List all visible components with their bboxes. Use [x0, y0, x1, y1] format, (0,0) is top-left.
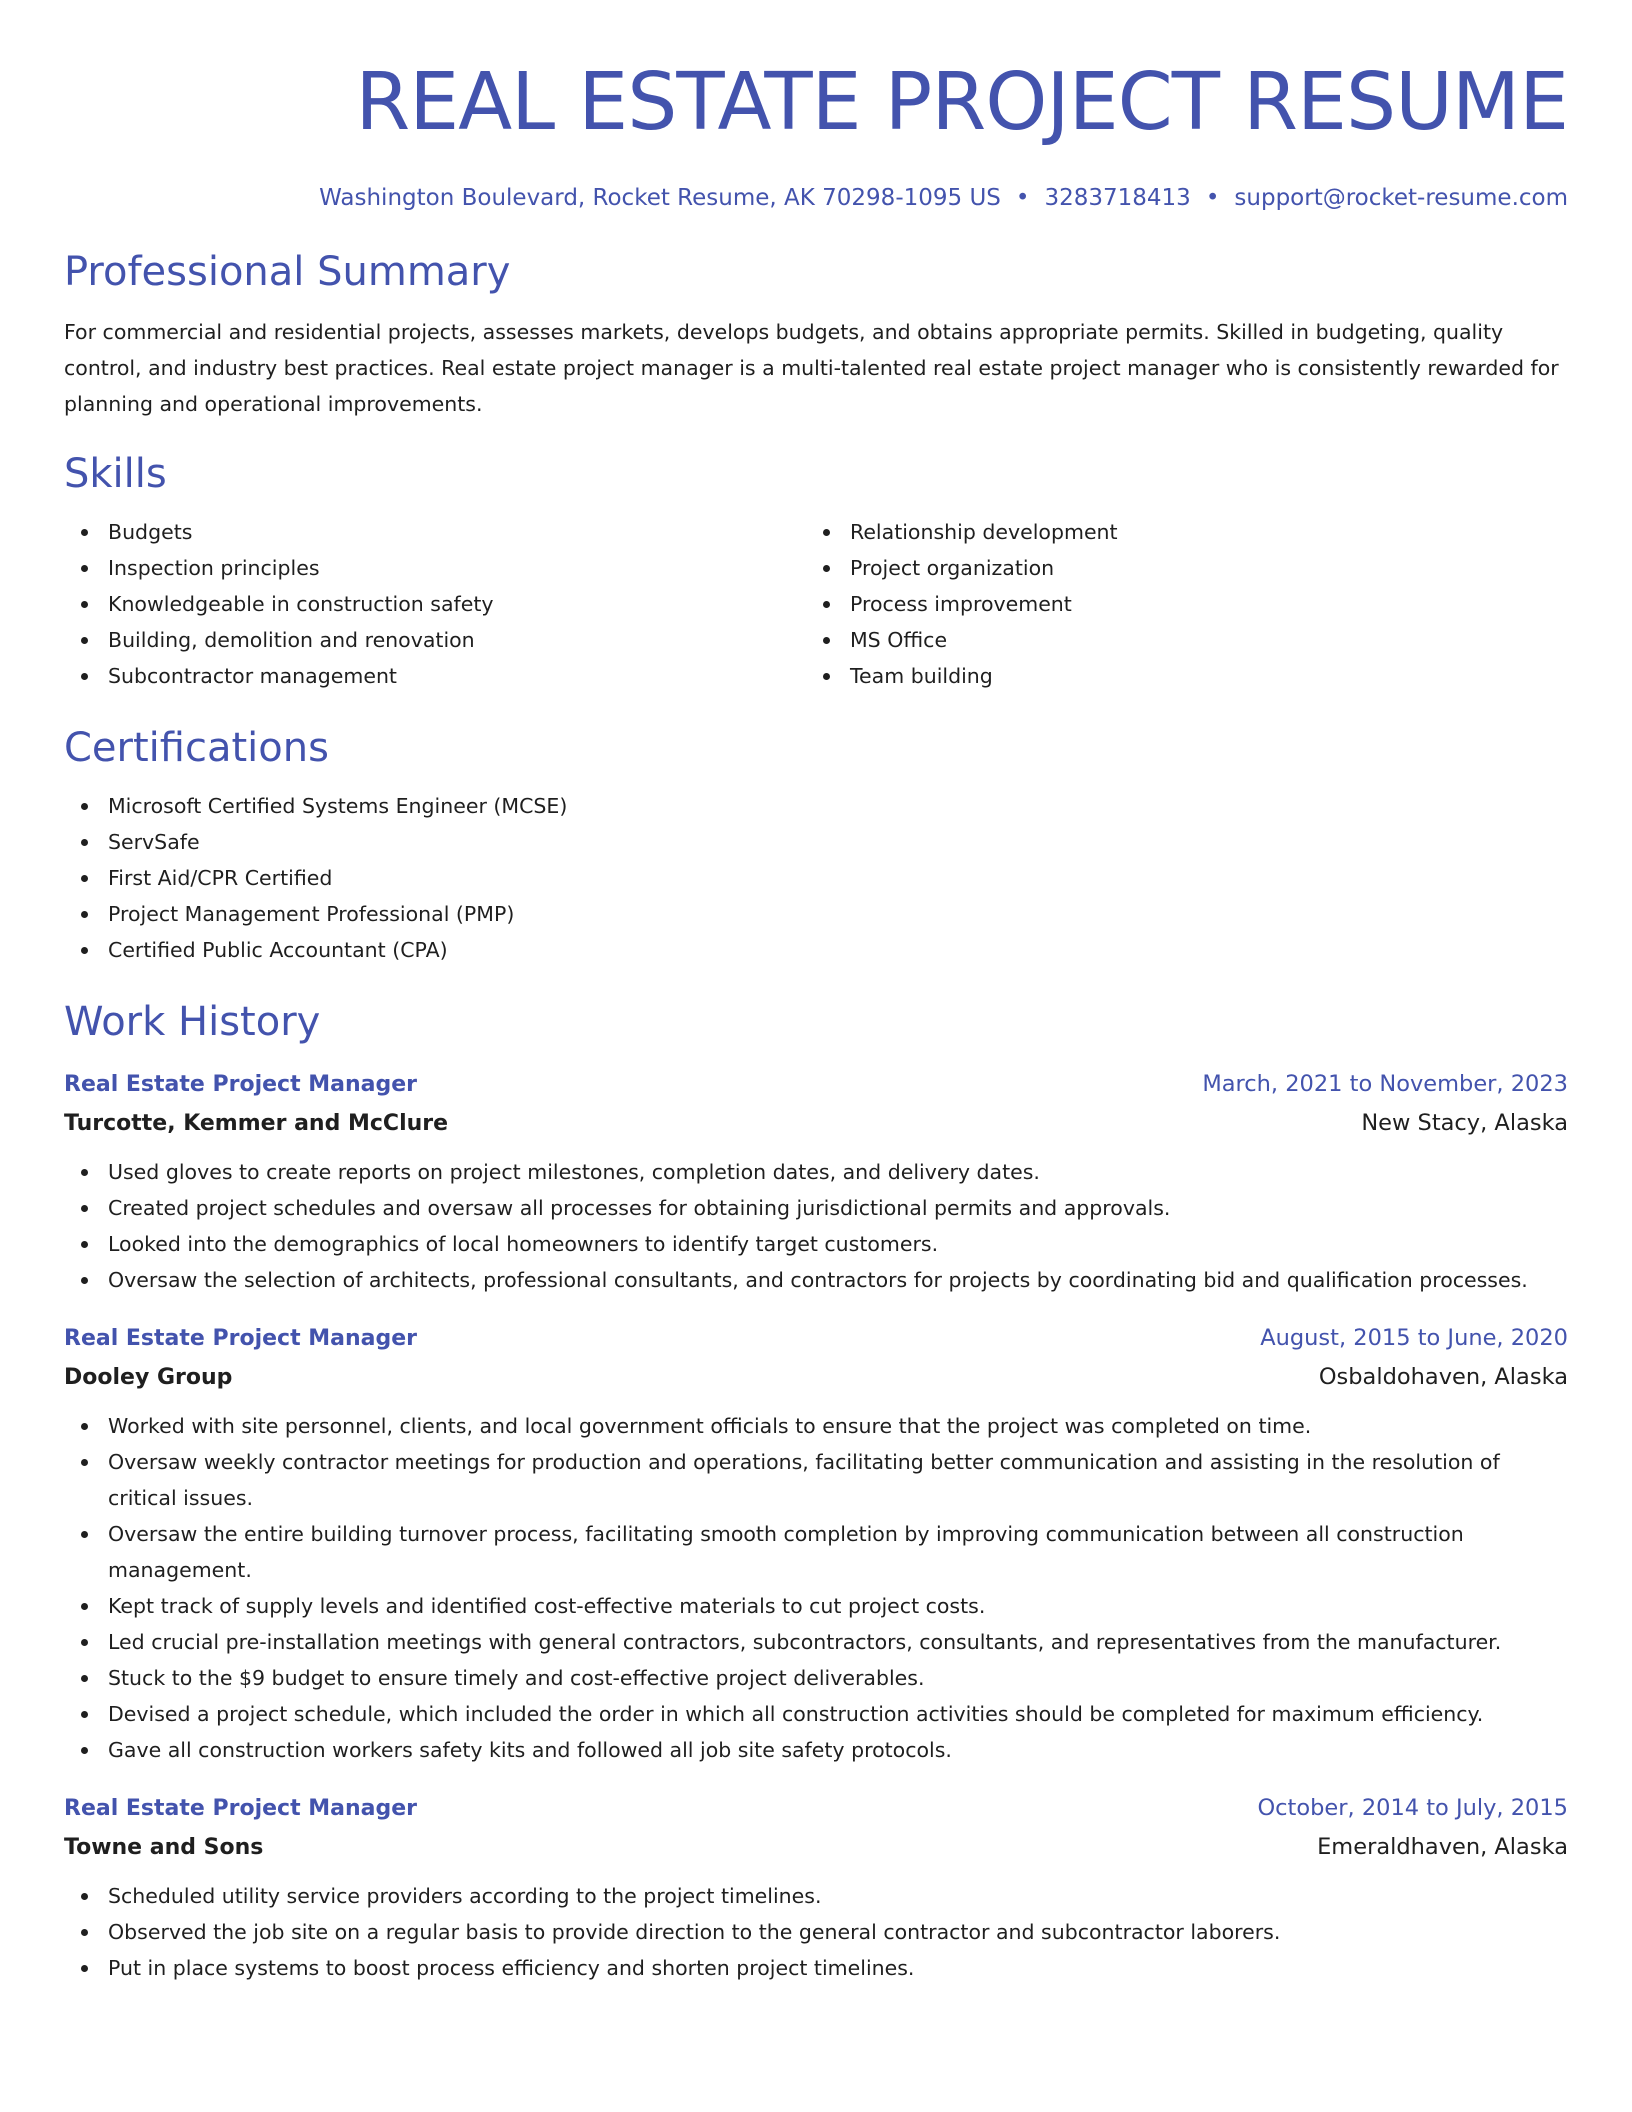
job-title: Real Estate Project Manager	[64, 1796, 418, 1821]
job-bullet: Stuck to the $9 budget to ensure timely and cost-effective project deliverables.	[64, 1660, 1568, 1696]
skill-item: Knowledgeable in construction safety	[64, 586, 806, 622]
skill-item: MS Office	[806, 622, 1548, 658]
certification-item: ServSafe	[64, 824, 1568, 860]
job-dates: October, 2014 to July, 2015	[1257, 1795, 1568, 1821]
skills-heading: Skills	[64, 451, 167, 497]
job-entry	[64, 1066, 1568, 1298]
job-bullet: Kept track of supply levels and identified cost-effective materials to cut project costs.	[64, 1588, 1568, 1624]
job-company: Towne and Sons	[64, 1835, 264, 1860]
contact-email: support@rocket-resume.com	[1234, 185, 1568, 211]
skill-item: Process improvement	[806, 586, 1548, 622]
certification-item: Project Management Professional (PMP)	[64, 896, 1568, 932]
summary-heading: Professional Summary	[64, 249, 511, 295]
job-bullet: Oversaw the entire building turnover process, facilitating smooth completion by improving communication between all construction management.	[64, 1516, 1568, 1588]
resume-page	[64, 0, 1568, 1986]
job-entry	[64, 1790, 1568, 1986]
skill-item: Budgets	[64, 514, 806, 550]
job-bullet: Oversaw weekly contractor meetings for production and operations, facilitating better communication and assisting in the resolution of critical issues.	[64, 1444, 1568, 1516]
certification-item: Certified Public Accountant (CPA)	[64, 932, 1568, 968]
skill-item: Project organization	[806, 550, 1548, 586]
job-company-row	[64, 1357, 1568, 1398]
skills-list-left	[64, 514, 806, 694]
job-bullet: Devised a project schedule, which included the order in which all construction activities should be completed for maximum efficiency.	[64, 1696, 1568, 1732]
job-dates: March, 2021 to November, 2023	[1202, 1071, 1568, 1097]
job-bullet: Observed the job site on a regular basis to provide direction to the general contractor and subcontractor laborers.	[64, 1914, 1568, 1950]
certifications-heading: Certifications	[64, 725, 329, 771]
skill-item: Relationship development	[806, 514, 1548, 550]
job-header-row	[64, 1790, 1568, 1827]
job-title: Real Estate Project Manager	[64, 1326, 418, 1351]
contact-phone: 3283718413	[1044, 185, 1191, 211]
job-bullet: Led crucial pre-installation meetings with general contractors, subcontractors, consultants, and representatives from the manufacturer.	[64, 1624, 1568, 1660]
job-header-row	[64, 1066, 1568, 1103]
job-company-row	[64, 1827, 1568, 1868]
certification-item: First Aid/CPR Certified	[64, 860, 1568, 896]
job-bullet: Put in place systems to boost process efficiency and shorten project timelines.	[64, 1950, 1568, 1986]
job-bullet: Gave all construction workers safety kits and followed all job site safety protocols.	[64, 1732, 1568, 1768]
job-location: New Stacy, Alaska	[1361, 1110, 1568, 1136]
work-history-heading: Work History	[64, 999, 321, 1045]
summary-text: For commercial and residential projects, assesses markets, develops budgets, and obtains appropriate permits. Skilled in budgeting, quality control, and industry best practices. Real estate project manager is a multi-talented real estate project manager who is consistently rewarded for planning and operational improvements.	[64, 320, 1559, 416]
job-entry	[64, 1320, 1568, 1768]
job-bullet: Oversaw the selection of architects, professional consultants, and contractors for projects by coordinating bid and qualification processes.	[64, 1262, 1568, 1298]
job-company-row	[64, 1103, 1568, 1144]
job-bullet: Created project schedules and oversaw all processes for obtaining jurisdictional permits and approvals.	[64, 1190, 1568, 1226]
certification-item: Microsoft Certified Systems Engineer (MCSE)	[64, 788, 1568, 824]
job-bullet: Used gloves to create reports on project milestones, completion dates, and delivery dates.	[64, 1154, 1568, 1190]
job-bullet-list	[64, 1408, 1568, 1768]
certifications-list	[64, 788, 1568, 968]
job-bullet: Scheduled utility service providers according to the project timelines.	[64, 1878, 1568, 1914]
job-bullet-list	[64, 1154, 1568, 1298]
job-company: Dooley Group	[64, 1365, 233, 1390]
skill-item: Inspection principles	[64, 550, 806, 586]
resume-name: REAL ESTATE PROJECT RESUME	[355, 56, 1568, 148]
skill-item: Subcontractor management	[64, 658, 806, 694]
skill-item: Building, demolition and renovation	[64, 622, 806, 658]
contact-separator: •	[1015, 185, 1030, 211]
job-header-row	[64, 1320, 1568, 1357]
contact-address: Washington Boulevard, Rocket Resume, AK 70298-1095 US	[319, 185, 1001, 211]
job-title: Real Estate Project Manager	[64, 1072, 418, 1097]
contact-separator: •	[1205, 185, 1220, 211]
job-bullet-list	[64, 1878, 1568, 1986]
job-bullet: Worked with site personnel, clients, and local government officials to ensure that the project was completed on time.	[64, 1408, 1568, 1444]
job-location: Osbaldohaven, Alaska	[1318, 1364, 1568, 1390]
job-location: Emeraldhaven, Alaska	[1317, 1834, 1568, 1860]
job-company: Turcotte, Kemmer and McClure	[64, 1111, 449, 1136]
job-dates: August, 2015 to June, 2020	[1260, 1325, 1568, 1351]
skills-list-right	[806, 514, 1548, 694]
contact-line	[64, 182, 1568, 214]
skill-item: Team building	[806, 658, 1548, 694]
skills-grid	[64, 514, 1568, 694]
job-bullet: Looked into the demographics of local homeowners to identify target customers.	[64, 1226, 1568, 1262]
